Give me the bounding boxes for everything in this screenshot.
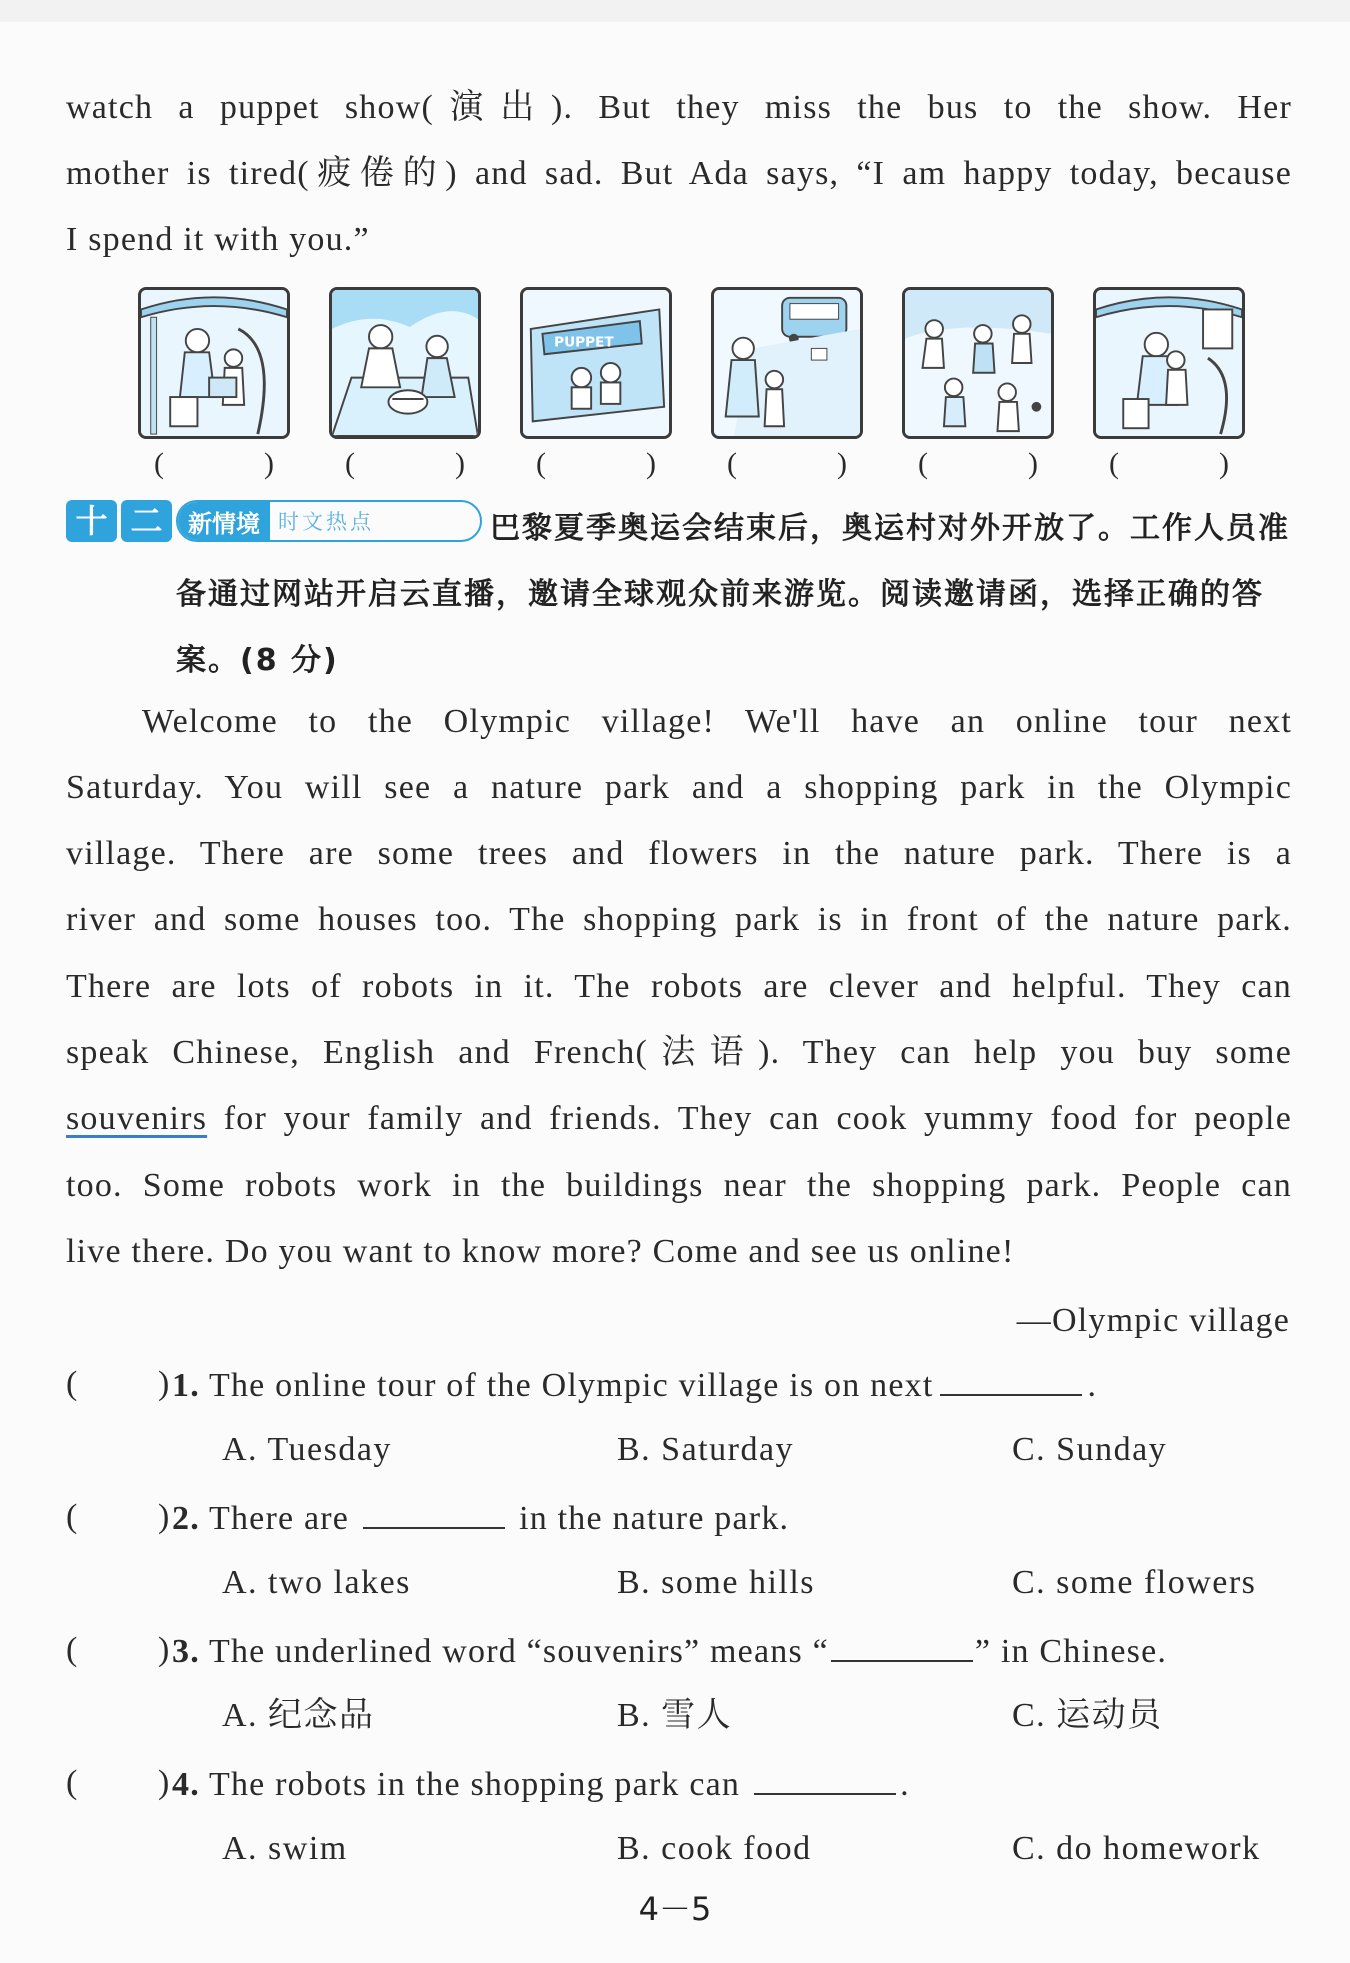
q2-option-c[interactable]: C. some flowers [1012,1564,1257,1601]
q3-option-c[interactable]: C. 运动员 [1012,1697,1163,1734]
q2-option-a[interactable]: A. two lakes [222,1564,411,1601]
puppet-show-poster-picture [520,287,672,439]
question-number: 4. [172,1766,200,1803]
missed-bus-picture [711,287,863,439]
section-header [66,496,1296,686]
answer-paren-open[interactable]: ( [66,1631,79,1668]
question-text-end: in the nature park. [519,1500,790,1537]
paren-close: ) [1219,447,1229,480]
q4-option-c[interactable]: C. do homework [1012,1830,1261,1867]
question-text: There are [209,1500,350,1537]
puppet-poster-icon [523,290,669,436]
q1-option-a[interactable]: A. Tuesday [222,1431,392,1468]
picnic-scene-icon [332,290,478,436]
puppet-poster-text: PUPPET [554,334,614,351]
paren-open: ( [727,447,737,480]
q4-option-a[interactable]: A. swim [222,1830,348,1867]
tag-sub-label: 时文热点 [278,510,374,534]
question-number: 2. [172,1500,200,1537]
answer-paren-close[interactable]: ) [158,1631,171,1668]
paren-close: ) [455,447,465,480]
park-scene-icon [905,290,1051,436]
passage2-line-6: speak Chinese, English and French(法语). They can help you buy some [66,1034,1292,1071]
passage1-line-3: I spend it with you.” [66,221,370,258]
tag-main-label: 新情境 [178,502,270,540]
section-number-part: 二 [121,500,172,542]
question-text: The underlined word “souvenirs” means “ [209,1633,829,1670]
q3-option-a[interactable]: A. 纪念品 [222,1697,375,1734]
passage2-line-1: Welcome to the Olympic village! We'll have an online tour next [142,703,1292,740]
paren-open: ( [1109,447,1119,480]
q4-option-b[interactable]: B. cook food [617,1830,812,1867]
question-text-end: . [900,1766,910,1803]
answer-paren-open[interactable]: ( [66,1365,79,1402]
page-top-shade [0,0,1350,22]
missed-bus-scene-icon [714,290,860,436]
passage1-line-2: mother is tired(疲倦的) and sad. But Ada says, “I am happy today, because [66,155,1292,192]
page-number: 4－5 [638,1890,712,1928]
paren-close: ) [837,447,847,480]
hug-scene-icon [1096,290,1242,436]
passage2-line-4: river and some houses too. The shopping park is in front of the nature park. [66,901,1292,938]
passage2-line-3: village. There are some trees and flowers in the nature park. There is a [66,835,1292,872]
passage2-line-9: live there. Do you want to know more? Come and see us online! [66,1233,1015,1270]
paren-close: ) [264,447,274,480]
section-number-part: 十 [66,500,117,542]
question-text-end: . [1087,1367,1098,1404]
answer-paren-5[interactable] [898,447,1058,481]
answer-paren-close[interactable]: ) [158,1764,171,1801]
answer-paren-3[interactable] [516,447,676,481]
question-text: The robots in the shopping park can [209,1766,741,1803]
paren-open: ( [918,447,928,480]
paren-open: ( [345,447,355,480]
question-text-end: ” in Chinese. [974,1633,1168,1670]
passage2-line-2: Saturday. You will see a nature park and a shopping park in the Olympic [66,769,1292,806]
paren-close: ) [1028,447,1038,480]
paren-close: ) [646,447,656,480]
paren-open: ( [536,447,546,480]
passage2-line-5: There are lots of robots in it. The robots are clever and helpful. They can [66,968,1292,1005]
answer-paren-4[interactable] [707,447,867,481]
underlined-word: souvenirs [66,1100,208,1137]
answer-paren-close[interactable]: ) [158,1365,171,1402]
answer-paren-close[interactable]: ) [158,1498,171,1535]
answer-paren-open[interactable]: ( [66,1498,79,1535]
answer-blank[interactable] [831,1630,973,1662]
paren-open: ( [154,447,164,480]
q3-option-b[interactable]: B. 雪人 [617,1697,733,1734]
answer-paren-2[interactable] [325,447,485,481]
park-playground-picture [902,287,1054,439]
question-number: 3. [172,1633,200,1670]
question-number: 1. [172,1367,200,1404]
q1-option-c[interactable]: C. Sunday [1012,1431,1168,1468]
answer-paren-6[interactable] [1089,447,1249,481]
question-text: The online tour of the Olympic village is on next [209,1367,934,1404]
answer-paren-1[interactable] [134,447,294,481]
answer-paren-open[interactable]: ( [66,1764,79,1801]
passage2-line-7-rest: for your family and friends. They can cook yummy food for people [207,1100,1292,1137]
answer-blank[interactable] [940,1364,1082,1396]
hug-at-station-picture [1093,287,1245,439]
passage2-line-8: too. Some robots work in the buildings near the shopping park. People can [66,1167,1292,1204]
q1-option-b[interactable]: B. Saturday [617,1431,795,1468]
passage2-line-7 [66,1099,1292,1139]
q2-option-b[interactable]: B. some hills [617,1564,816,1601]
passage-signature: —Olympic village [1016,1302,1290,1339]
answer-blank[interactable] [363,1497,505,1529]
section-number-badge [66,500,172,542]
passage1-line-1: watch a puppet show(演出). But they miss the bus to the show. Her [66,89,1292,126]
mother-daughter-at-station-picture [138,287,290,439]
section-instruction: 巴黎夏季奥运会结束后，奥运村对外开放了。工作人员准备通过网站开启云直播，邀请全球观众前来游览。阅读邀请函，选择正确的答案。(8 分) [176,511,1290,678]
station-scene-icon [141,290,287,436]
picture-row [138,287,1253,480]
answer-blank[interactable] [754,1763,896,1795]
picnic-picture [329,287,481,439]
